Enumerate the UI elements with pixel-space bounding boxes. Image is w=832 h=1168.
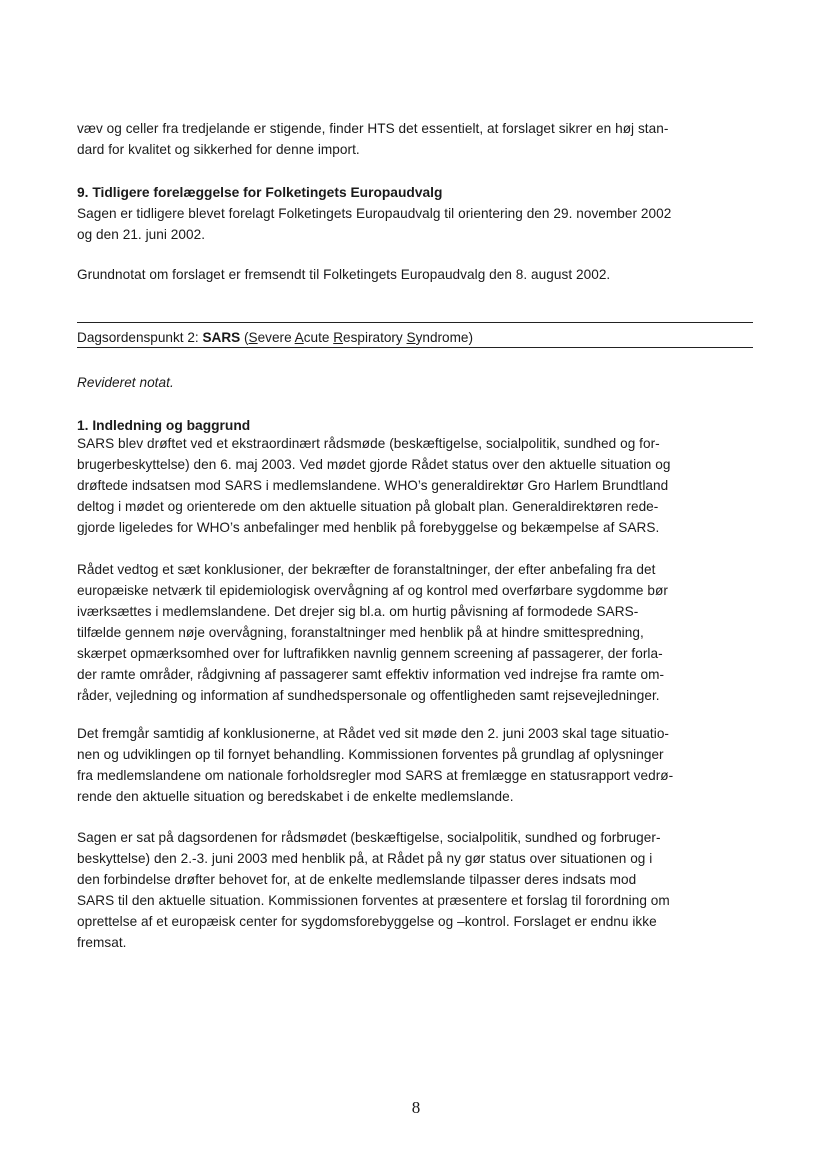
- agenda-item-title: [77, 328, 473, 348]
- text-line: Rådet vedtog et sæt konklusioner, der bekræfter de foranstaltninger, der efter anbefaling fra det: [77, 562, 656, 577]
- page-number: 8: [411, 1098, 421, 1117]
- text-line: SARS blev drøftet ved et ekstraordinært rådsmøde (beskæftigelse, socialpolitik, sundhed og for-: [77, 436, 660, 451]
- text-line: gjorde ligeledes for WHO’s anbefalinger med henblik på forebyggelse og bekæmpelse af SARS.: [77, 520, 660, 535]
- text-line: nen og udviklingen op til fornyet behandling. Kommissionen forventes på grundlag af oplysninger: [77, 747, 664, 762]
- text-line: og den 21. juni 2002.: [77, 227, 206, 242]
- text-line: fremsat.: [77, 935, 127, 950]
- text-line: Det fremgår samtidig af konklusionerne, at Rådet ved sit møde den 2. juni 2003 skal tage situatio-: [77, 726, 670, 741]
- text-line: råder, vejledning og information af sundhedspersonale og offentligheden samt rejsevejledninger.: [77, 688, 660, 703]
- text-line: tilfælde gennem nøje overvågning, foranstaltninger med henblik på at hindre smittespredning,: [77, 625, 644, 640]
- section-1-heading: 1. Indledning og baggrund: [77, 418, 251, 433]
- text-line: dard for kvalitet og sikkerhed for denne import.: [77, 142, 360, 157]
- section-1-paragraph-1: [77, 433, 753, 538]
- section-1-paragraph-4: [77, 827, 753, 953]
- section-1-paragraph-3: [77, 723, 753, 807]
- text-line: beskyttelse) den 2.-3. juni 2003 med henblik på, at Rådet på ny gør status over situationen og i: [77, 851, 653, 866]
- text-line: deltog i mødet og orienterede om den aktuelle situation på globalt plan. Generaldirektøren rede-: [77, 499, 659, 514]
- agenda-prefix: Dagsordenspunkt 2:: [77, 330, 203, 345]
- agenda-word-rest: cute: [303, 330, 334, 345]
- text-line: Sagen er tidligere blevet forelagt Folketingets Europaudvalg til orientering den 29. november 2002: [77, 206, 672, 221]
- text-line: iværksættes i medlemslandene. Det drejer sig bl.a. om hurtig påvisning af formodede SARS-: [77, 604, 639, 619]
- text-line: væv og celler fra tredjelande er stigende, finder HTS det essentielt, at forslaget sikrer en høj stan-: [77, 121, 669, 136]
- agenda-initial: A: [294, 330, 304, 345]
- text-line: Sagen er sat på dagsordenen for rådsmødet (beskæftigelse, socialpolitik, sundhed og forbruger-: [77, 830, 661, 845]
- text-line: fra medlemslandene om nationale forholdsregler mod SARS at fremlægge en statusrapport vedrø-: [77, 768, 674, 783]
- text-line: oprettelse af et europæisk center for sygdomsforebyggelse og –kontrol. Forslaget er endnu ikke: [77, 914, 657, 929]
- agenda-initial: S: [248, 330, 258, 345]
- bottom-rule: [77, 347, 753, 348]
- agenda-word-rest: espiratory: [343, 330, 407, 345]
- text-line: brugerbeskyttelse) den 6. maj 2003. Ved mødet gjorde Rådet status over den aktuelle situation og: [77, 457, 671, 472]
- text-line: drøftede indsatsen mod SARS i medlemslandene. WHO’s generaldirektør Gro Harlem Brundtland: [77, 478, 669, 493]
- agenda-initial: S: [406, 330, 416, 345]
- text-line: skærpet opmærksomhed over for luftrafikken navnlig gennem screening af passagerer, der forla-: [77, 646, 663, 661]
- top-rule: [77, 322, 753, 323]
- revised-note: Revideret notat.: [77, 375, 174, 390]
- section-9-paragraph: [77, 203, 753, 245]
- text-line: der ramte områder, rådgivning af passagerer samt effektiv information ved indrejse fra ramte om-: [77, 667, 665, 682]
- section-9-note: Grundnotat om forslaget er fremsendt til Folketingets Europaudvalg den 8. august 2002.: [77, 267, 611, 282]
- section-9-heading: 9. Tidligere forelæggelse for Folketingets Europaudvalg: [77, 185, 443, 200]
- agenda-keyword: SARS: [202, 330, 241, 345]
- text-line: den forbindelse drøfter behovet for, at de enkelte medlemslande tilpasser deres indsats mod: [77, 872, 637, 887]
- agenda-word-rest: yndrome): [415, 330, 474, 345]
- text-line: rende den aktuelle situation og beredskabet i de enkelte medlemslande.: [77, 789, 514, 804]
- section-1-paragraph-2: [77, 559, 753, 706]
- text-line: SARS til den aktuelle situation. Kommissionen forventes at præsentere et forslag til forordning om: [77, 893, 670, 908]
- agenda-paren: (: [240, 330, 249, 345]
- agenda-initial: R: [333, 330, 344, 345]
- agenda-word-rest: evere: [257, 330, 295, 345]
- continuation-paragraph: [77, 118, 753, 160]
- text-line: europæiske netværk til epidemiologisk overvågning af og kontrol med overførbare sygdomme bør: [77, 583, 668, 598]
